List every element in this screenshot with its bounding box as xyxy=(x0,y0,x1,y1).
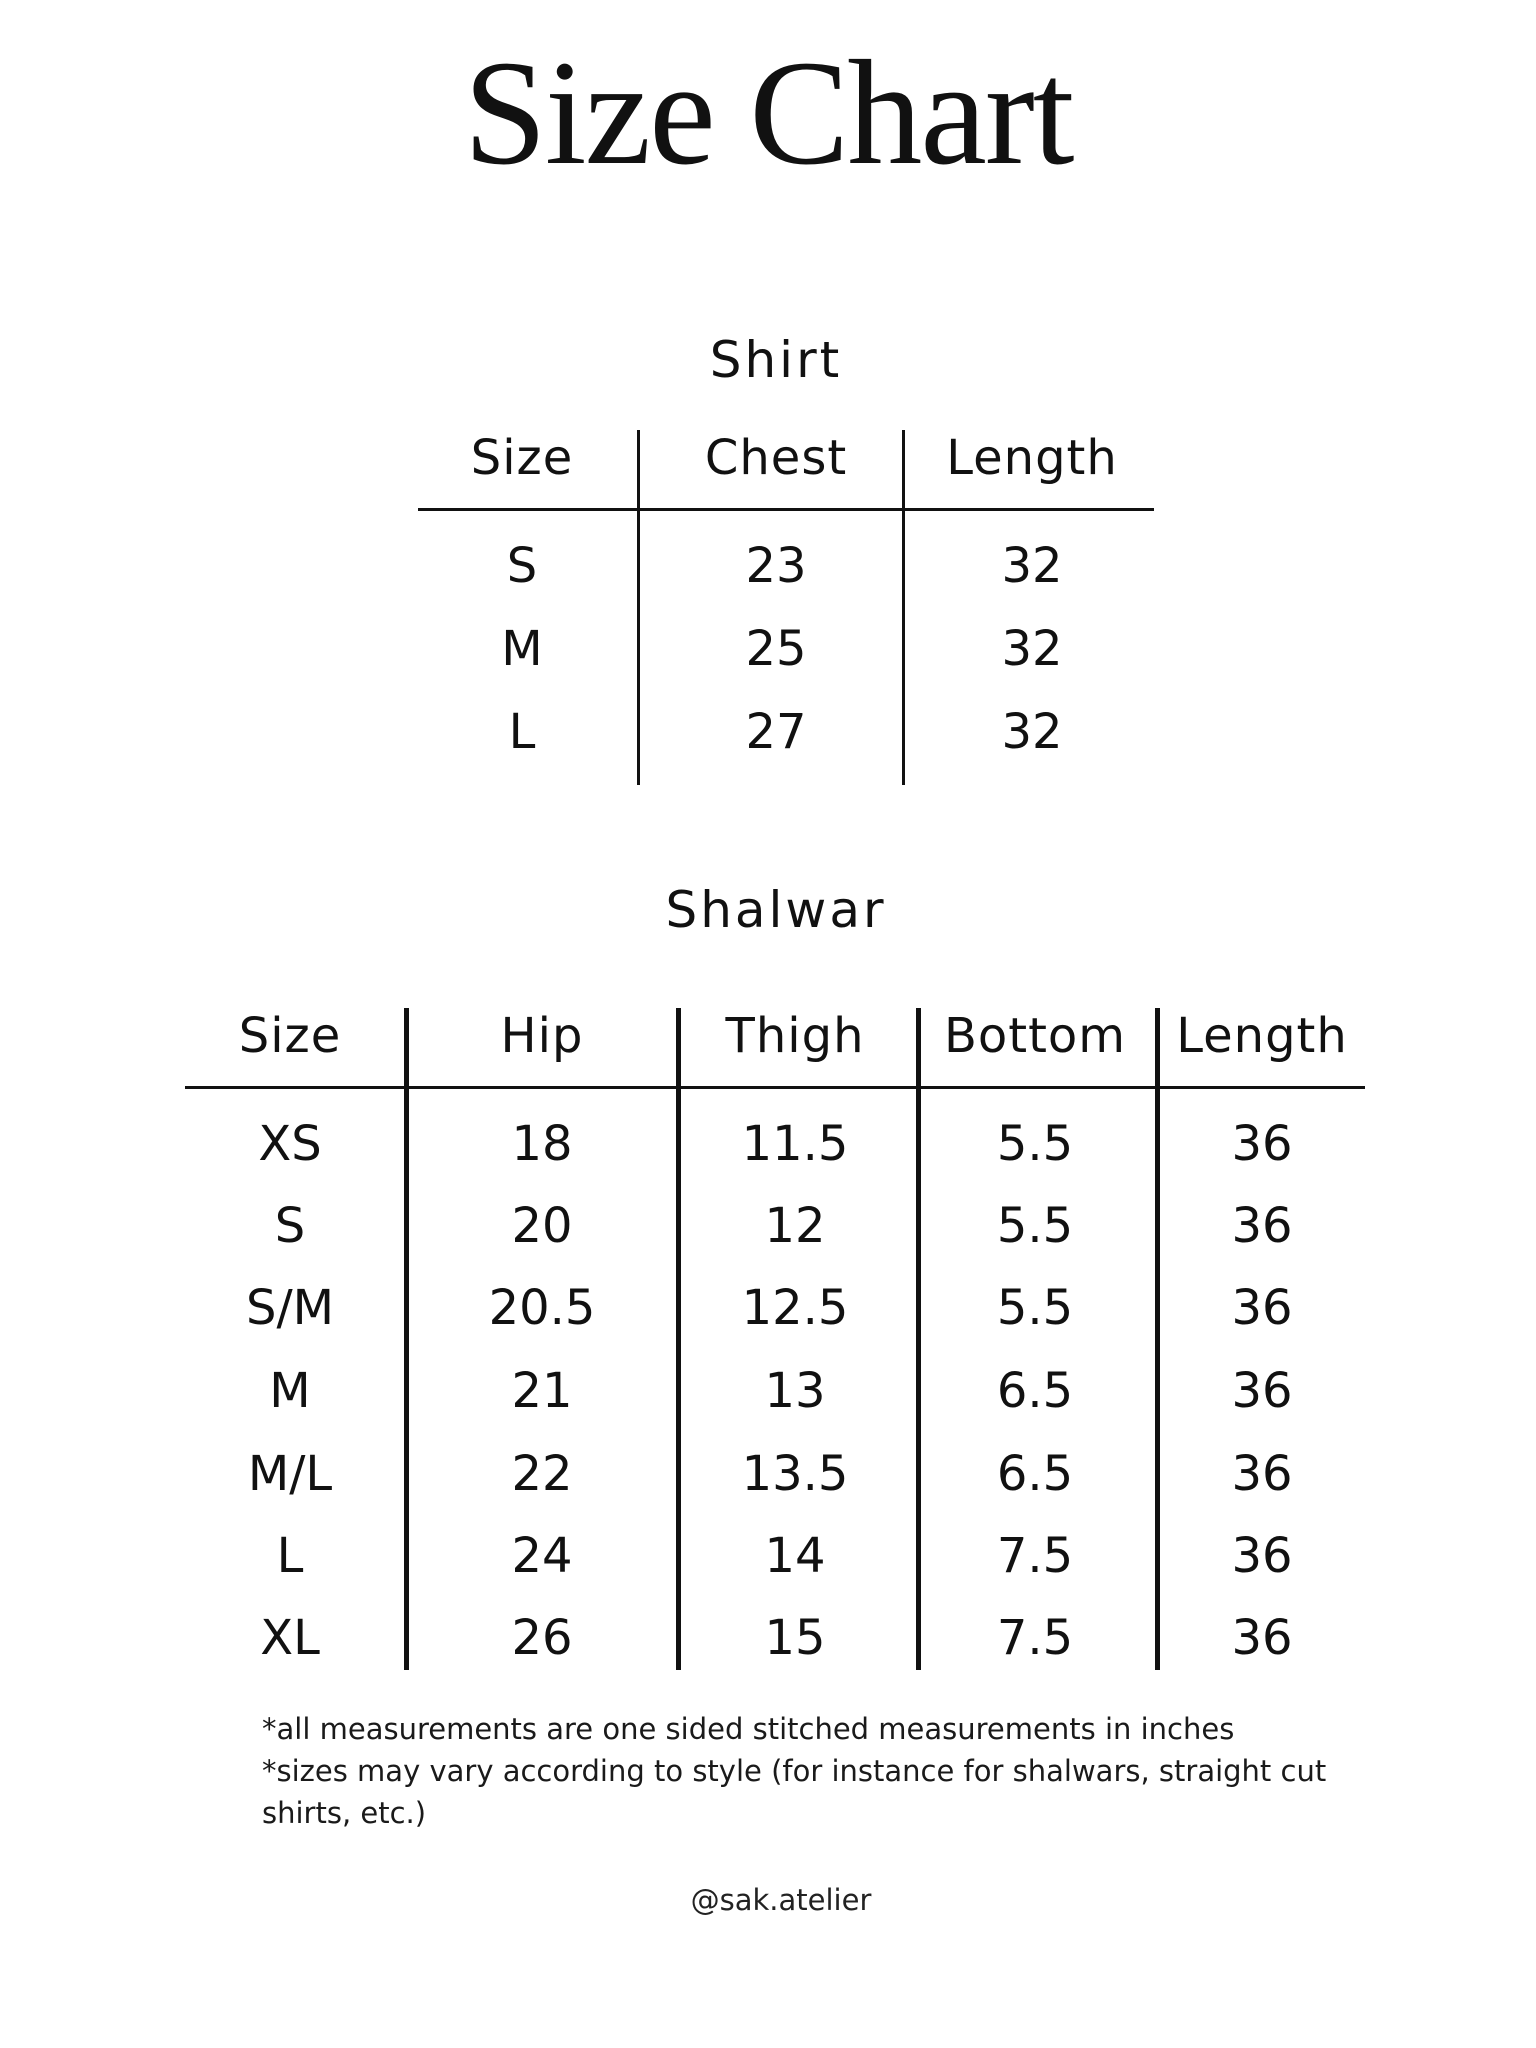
shalwar-cell: 22 xyxy=(511,1446,573,1502)
shirt-cell: L xyxy=(508,704,536,760)
shalwar-cell: 11.5 xyxy=(741,1116,849,1172)
shalwar-cell: 36 xyxy=(1231,1363,1293,1419)
shalwar-column-divider xyxy=(916,1008,921,1670)
shirt-cell: M xyxy=(501,621,543,677)
shalwar-header-divider xyxy=(185,1086,1365,1089)
shalwar-cell: 36 xyxy=(1231,1610,1293,1666)
shirt-header-size: Size xyxy=(470,430,574,486)
shalwar-column-divider xyxy=(404,1008,409,1670)
shirt-header-length: Length xyxy=(946,430,1118,486)
shalwar-cell: 7.5 xyxy=(996,1610,1074,1666)
shirt-cell: 32 xyxy=(1001,538,1063,594)
shalwar-cell: S xyxy=(274,1198,306,1254)
shalwar-header-thigh: Thigh xyxy=(725,1008,865,1064)
shalwar-cell: 36 xyxy=(1231,1446,1293,1502)
shalwar-cell: 26 xyxy=(511,1610,573,1666)
shalwar-column-divider xyxy=(1155,1008,1160,1670)
shalwar-cell: 5.5 xyxy=(996,1116,1074,1172)
shalwar-header-bottom: Bottom xyxy=(943,1008,1127,1064)
shalwar-header-length: Length xyxy=(1176,1008,1348,1064)
shalwar-cell: 36 xyxy=(1231,1280,1293,1336)
shalwar-cell: 36 xyxy=(1231,1198,1293,1254)
shirt-header-chest: Chest xyxy=(704,430,848,486)
shirt-cell: 23 xyxy=(745,538,807,594)
shirt-header-divider xyxy=(418,508,1154,511)
shalwar-cell: 5.5 xyxy=(996,1198,1074,1254)
shalwar-cell: 13 xyxy=(764,1363,826,1419)
page-title: Size Chart xyxy=(463,30,1073,196)
shalwar-cell: 36 xyxy=(1231,1116,1293,1172)
shirt-cell: 25 xyxy=(745,621,807,677)
shalwar-cell: 36 xyxy=(1231,1528,1293,1584)
shalwar-column-divider xyxy=(676,1008,681,1670)
shalwar-cell: 12.5 xyxy=(741,1280,849,1336)
shirt-section-title: Shirt xyxy=(709,331,843,389)
shirt-cell: S xyxy=(506,538,538,594)
shalwar-cell: 21 xyxy=(511,1363,573,1419)
shalwar-cell: 20.5 xyxy=(488,1280,596,1336)
measurement-notes xyxy=(262,1708,1382,1834)
shalwar-cell: 15 xyxy=(764,1610,826,1666)
shalwar-cell: M/L xyxy=(247,1446,333,1502)
shalwar-cell: 20 xyxy=(511,1198,573,1254)
shalwar-header-hip: Hip xyxy=(500,1008,584,1064)
shalwar-cell: 6.5 xyxy=(996,1363,1074,1419)
note-measurements: *all measurements are one sided stitched measurements in inches xyxy=(262,1712,1235,1746)
shirt-cell: 27 xyxy=(745,704,807,760)
shalwar-cell: S/M xyxy=(245,1280,335,1336)
shirt-cell: 32 xyxy=(1001,621,1063,677)
note-sizes-vary: *sizes may vary according to style (for instance for shalwars, straight cut shirts, etc.) xyxy=(262,1754,1327,1830)
shalwar-cell: 24 xyxy=(511,1528,573,1584)
shalwar-cell: XS xyxy=(258,1116,322,1172)
shalwar-cell: 7.5 xyxy=(996,1528,1074,1584)
shalwar-cell: XL xyxy=(260,1610,320,1666)
shalwar-cell: 18 xyxy=(511,1116,573,1172)
shirt-column-divider xyxy=(637,430,640,785)
shalwar-cell: 5.5 xyxy=(996,1280,1074,1336)
social-handle: @sak.atelier xyxy=(690,1883,872,1917)
shalwar-cell: 12 xyxy=(764,1198,826,1254)
shalwar-cell: 14 xyxy=(764,1528,826,1584)
shalwar-header-size: Size xyxy=(238,1008,342,1064)
shirt-column-divider xyxy=(902,430,905,785)
shirt-cell: 32 xyxy=(1001,704,1063,760)
shalwar-cell: L xyxy=(276,1528,304,1584)
shalwar-cell: 6.5 xyxy=(996,1446,1074,1502)
shalwar-cell: 13.5 xyxy=(741,1446,849,1502)
shalwar-cell: M xyxy=(269,1363,311,1419)
shalwar-section-title: Shalwar xyxy=(665,881,887,939)
